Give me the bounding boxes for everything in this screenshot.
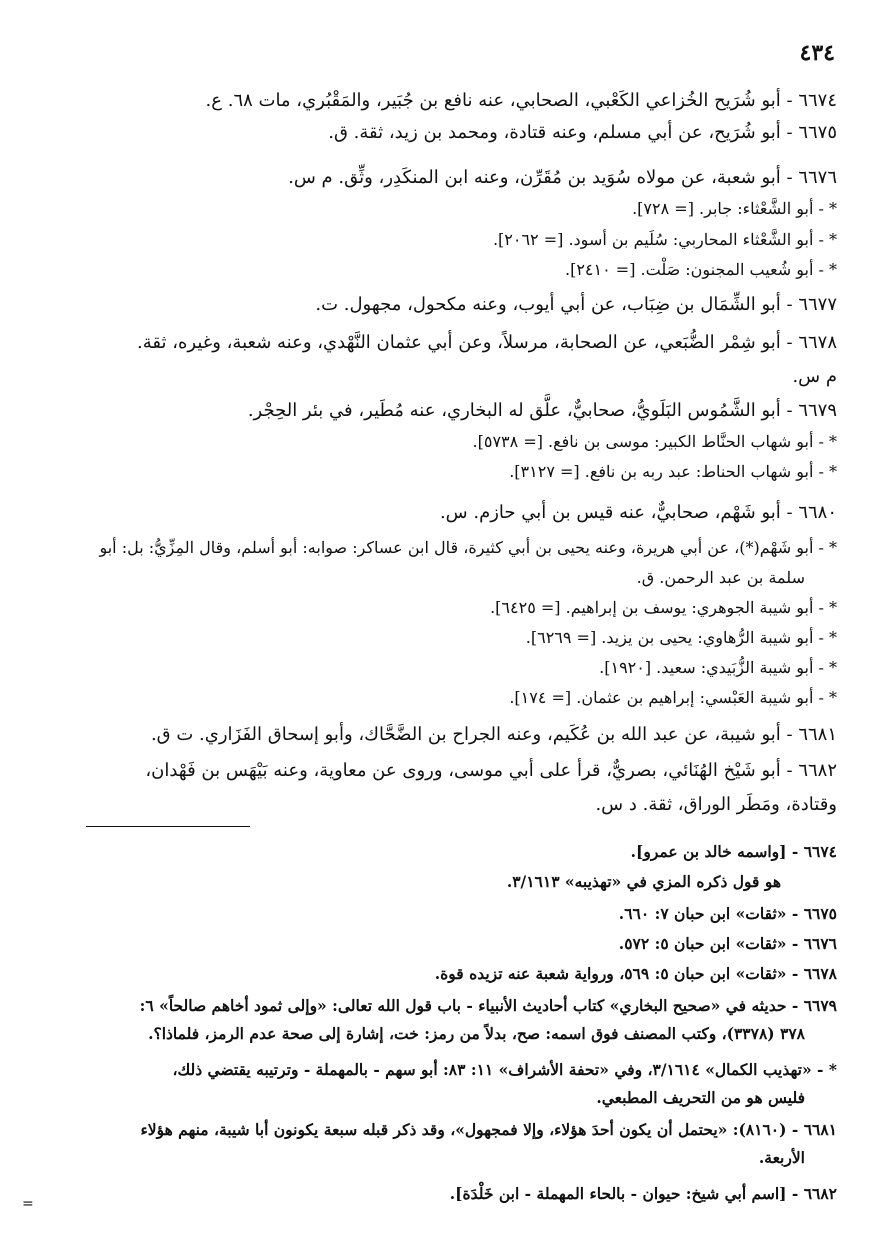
footnote-star: * - «تهذيب الكمال» ٣/١٦١٤، وفي «تحفة الأشراف» ١١: ٨٣: أبو سهم - بالمهملة - وترتيبه يقتضي ذلك، — [172, 1060, 837, 1079]
crossref-line: * - أبو شيبة العَبْسي: إبراهيم بن عثمان. [= ١٧٤]. — [509, 688, 837, 707]
entry-6676: ٦٦٧٦ - أبو شعبة، عن مولاه سُوَيد بن مُقَرِّن، وعنه ابن المنكَدِر، وثِّق. م س. — [288, 167, 837, 188]
crossref-line: * - أبو شيبة الرُّهاوي: يحيى بن يزيد. [= ٦٢٦٩]. — [525, 628, 837, 647]
entry-6682: ٦٦٨٢ - أبو شَيْخ الهُنَائي، بصريٌّ، قرأ على أبي موسى، وروى عن معاوية، وعنه بَيْهَس بن فَهْدان، — [145, 760, 837, 781]
crossref-line: * - أبو شهاب الحنَّاط الكبير: موسى بن نافع. [= ٥٧٣٨]. — [472, 432, 837, 451]
entry-6681: ٦٦٨١ - أبو شيبة، عن عبد الله بن عُكَيم، وعنه الجراح بن الضَّحَّاك، وأبو إسحاق الفَزَاري. ت ق. — [150, 724, 837, 745]
crossref-line: * - أبو الشَّعْثاء: جابر. [= ٧٢٨]. — [632, 199, 837, 218]
crossref-line: * - أبو شهاب الحناط: عبد ربه بن نافع. [= ٣١٢٧]. — [509, 462, 837, 481]
entry-6679: ٦٦٧٩ - أبو الشَّمُوس البَلَويُّ، صحابيٌّ، علَّق له البخاري، عنه مُطَير، في بئر الحِجْر. — [247, 400, 837, 421]
crossref-line-cont: سلمة بن عبد الرحمن. ق. — [636, 568, 805, 587]
footnote-6679: ٦٦٧٩ - حديثه في «صحيح البخاري» كتاب أحاديث الأنبياء - باب قول الله تعالى: «وإلى ثمود أخاهم صالحاً» ٦: — [139, 996, 837, 1015]
crossref-line: * - أبو الشَّعْثاء المحاربي: سُلَيم بن أسود. [= ٢٠٦٢]. — [492, 230, 837, 249]
footnote-separator — [86, 826, 250, 827]
entry-6678: ٦٦٧٨ - أبو شِمْر الضُّبَعي، عن الصحابة، مرسلاً، وعن أبي عثمان النَّهْدي، وعنه شعبة، وغيره، ثقة. — [136, 332, 837, 353]
footnote-6681-cont: الأربعة. — [758, 1148, 805, 1167]
footnote-star-cont: فليس هو من التحريف المطبعي. — [596, 1088, 805, 1107]
entry-6675: ٦٦٧٥ - أبو شُرَيح، عن أبي مسلم، وعنه قتادة، ومحمد بن زيد، ثقة. ق. — [328, 122, 837, 143]
footnote-6681: ٦٦٨١ - (٨١٦٠): «يحتمل أن يكون أحدَ هؤلاء، وإلا فمجهول»، وقد ذكر قبله سبعة يكونون أبا شيبة، منهم هؤلاء — [140, 1120, 837, 1139]
footnote-6678: ٦٦٧٨ - «ثقات» ابن حبان ٥: ٥٦٩، ورواية شعبة عنه تزيده قوة. — [434, 964, 837, 983]
footnote-6675: ٦٦٧٥ - «ثقات» ابن حبان ٧: ٦٦٠. — [618, 904, 837, 923]
footnote-6679-cont: ٣٧٨ (٣٣٧٨)، وكتب المصنف فوق اسمه: صح، بدلاً من رمز: خت، إشارة إلى صحة عدم الرمز، فلماذا؟. — [148, 1024, 805, 1043]
entry-6682-cont: وقتادة، ومَطَر الوراق، ثقة. د س. — [595, 794, 837, 815]
crossref-line: * - أبو شيبة الزُّبَيدي: سعيد. [١٩٢٠]. — [599, 658, 837, 677]
crossref-line: * - أبو شَهْم(*)، عن أبي هريرة، وعنه يحيى بن أبي كثيرة، قال ابن عساكر: صوابه: أبو أسلم، وقال المِزِّيُّ: بل: أبو — [99, 538, 837, 557]
crossref-line: * - أبو شُعيب المجنون: صَلْت. [= ٢٤١٠]. — [565, 260, 837, 279]
crossref-line: * - أبو شيبة الجوهري: يوسف بن إبراهيم. [= ٦٤٢٥]. — [490, 598, 837, 617]
entry-6674: ٦٦٧٤ - أبو شُرَيح الخُزاعي الكَعْبي، الصحابي، عنه نافع بن جُبَير، والمَقْبُري، مات ٦٨. ع. — [205, 90, 837, 111]
footnote-6676: ٦٦٧٦ - «ثقات» ابن حبان ٥: ٥٧٢. — [618, 934, 837, 953]
entry-6680: ٦٦٨٠ - أبو شَهْم، صحابيٌّ، عنه قيس بن أبي حازم. س. — [439, 502, 837, 523]
margin-mark: = — [22, 1196, 34, 1212]
page-number: ٤٣٤ — [799, 40, 835, 66]
footnote-6674-cont: هو قول ذكره المزي في «تهذيبه» ٣/١٦١٣. — [506, 872, 781, 891]
footnote-6674: ٦٦٧٤ - [واسمه خالد بن عمرو]. — [630, 842, 837, 861]
entry-6677: ٦٦٧٧ - أبو الشِّمَال بن ضِبَاب، عن أبي أيوب، وعنه مكحول، مجهول. ت. — [315, 294, 837, 315]
entry-6678-cont: م س. — [792, 366, 837, 387]
footnote-6682: ٦٦٨٢ - [اسم أبي شيخ: حيوان - بالحاء المهملة - ابن خَلْدَة]. — [449, 1184, 837, 1203]
